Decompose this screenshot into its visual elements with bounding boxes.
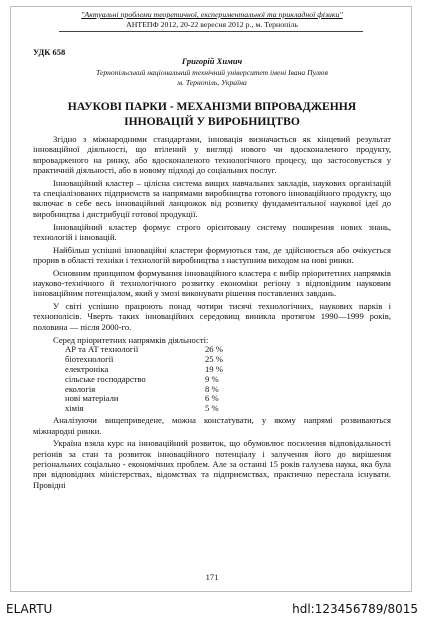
paragraph-1: Згідно з міжнародними стандартами, інновація визначається як кінцевий результат інноваційної діяльності, що втілений у вигляді нового чи вдосконаленого продукту, впровадженого на ринку, або вдосконаленого технологічного процесу, що застосовується у практичній діяльності, або в новому підході до соціальних послуг. [33,134,391,176]
title-line-1: НАУКОВІ ПАРКИ - МЕХАНІЗМИ ВПРОВАДЖЕННЯ [67,100,357,113]
paragraph-4: Найбільш успішні інноваційні кластери формуються там, де здійснюється або очікується прорив в області техніки і технологій виробництва з наступним виходом на нові ринки. [33,244,391,265]
affiliation-city: м. Тернопіль, Україна [177,78,247,87]
conference-title: "Актуальні проблеми теоретичної, експериментальної та прикладної фізики" [81,10,343,19]
conference-details: АНТЕПФ 2012, 20-22 вересня 2012 р., м. Тернопіль [126,20,298,29]
document-page [10,6,412,592]
priority-percent: 8 % [205,383,219,394]
header-divider [59,31,363,32]
priority-name: нові матеріали [65,393,119,404]
priorities-table [65,345,223,414]
handle-identifier: hdl:123456789/8015 [292,602,418,616]
paragraph-8: Аналізуючи вищеприведене, можна констатувати, у якому напрямі розвиваються міжнародні ринки. [33,415,391,436]
priorities-intro: Серед пріоритетних напрямків діяльності: [53,334,209,345]
page-number: 171 [205,572,219,582]
priority-percent: 6 % [205,393,219,404]
article-title [31,100,393,129]
paragraph-9: Україна взяла курс на інноваційний розвиток, що обумовлює посилення відповідальності регіонів за стан та розвиток інноваційного потенціалу і залучення його до вирішення регіональних соціально - економічних проблем. Але за останні 15 років галузева наука, яка була при відповідних міністерствах, відомствах та підприємствах, практично перестала існувати. Провідні [33,438,391,490]
repository-label: ELARTU [6,602,53,616]
table-row [65,375,223,385]
priority-percent: 9 % [205,373,219,384]
priority-name: екологія [65,383,96,394]
udk-code: УДК 658 [33,47,66,57]
author-name: Григорій Химич [181,56,243,66]
priority-name: сільське господарство [65,373,146,384]
priority-name: хімія [65,403,84,414]
priority-name: АР та АТ технології [65,343,139,354]
priority-percent: 5 % [205,403,219,414]
paragraph-3: Інноваційний кластер формує строго орієнтовану систему поширення нових знань, технологій і інновацій. [33,221,391,242]
paragraph-5: Основним принципом формування інноваційного кластера є вибір пріоритетних напрямків науково-технічного й технологічного розвитку економіки регіону з відповідним науковим інноваційним потенціалом, який у змозі виконувати рішення поставлених завдань. [33,267,391,299]
affiliation-institution: Тернопільський національний технічний університет імені Івана Пулюя [96,68,328,77]
table-row [65,404,223,414]
table-row [65,394,223,404]
viewer-footer [0,600,424,620]
priority-name: електроніка [65,363,109,374]
priority-name: біотехнології [65,353,114,364]
title-line-2: ІННОВАЦІЙ У ВИРОБНИЦТВО [124,114,300,128]
paragraph-6: У світі успішно працюють понад чотири тисячі технологічних, наукових парків і технополісів. Чверть таких інноваційних середовищ виникла протягом 1990—1999 років, половина — після 2000-го. [33,301,391,332]
priority-percent: 26 % [205,343,223,354]
priority-percent: 19 % [205,363,223,374]
paragraph-2: Інноваційний кластер – цілісна система вищих навчальних закладів, наукових організацій та спеціалізованих підприємств за напрямами виробництва готового інноваційного продукту, що включає в себе весь інноваційний ланцюжок від розвитку фундаментальної наукової ідеї до виробництва і дистрибуції готової продукції. [33,177,391,219]
article-body [33,134,391,492]
priority-percent: 25 % [205,353,223,364]
